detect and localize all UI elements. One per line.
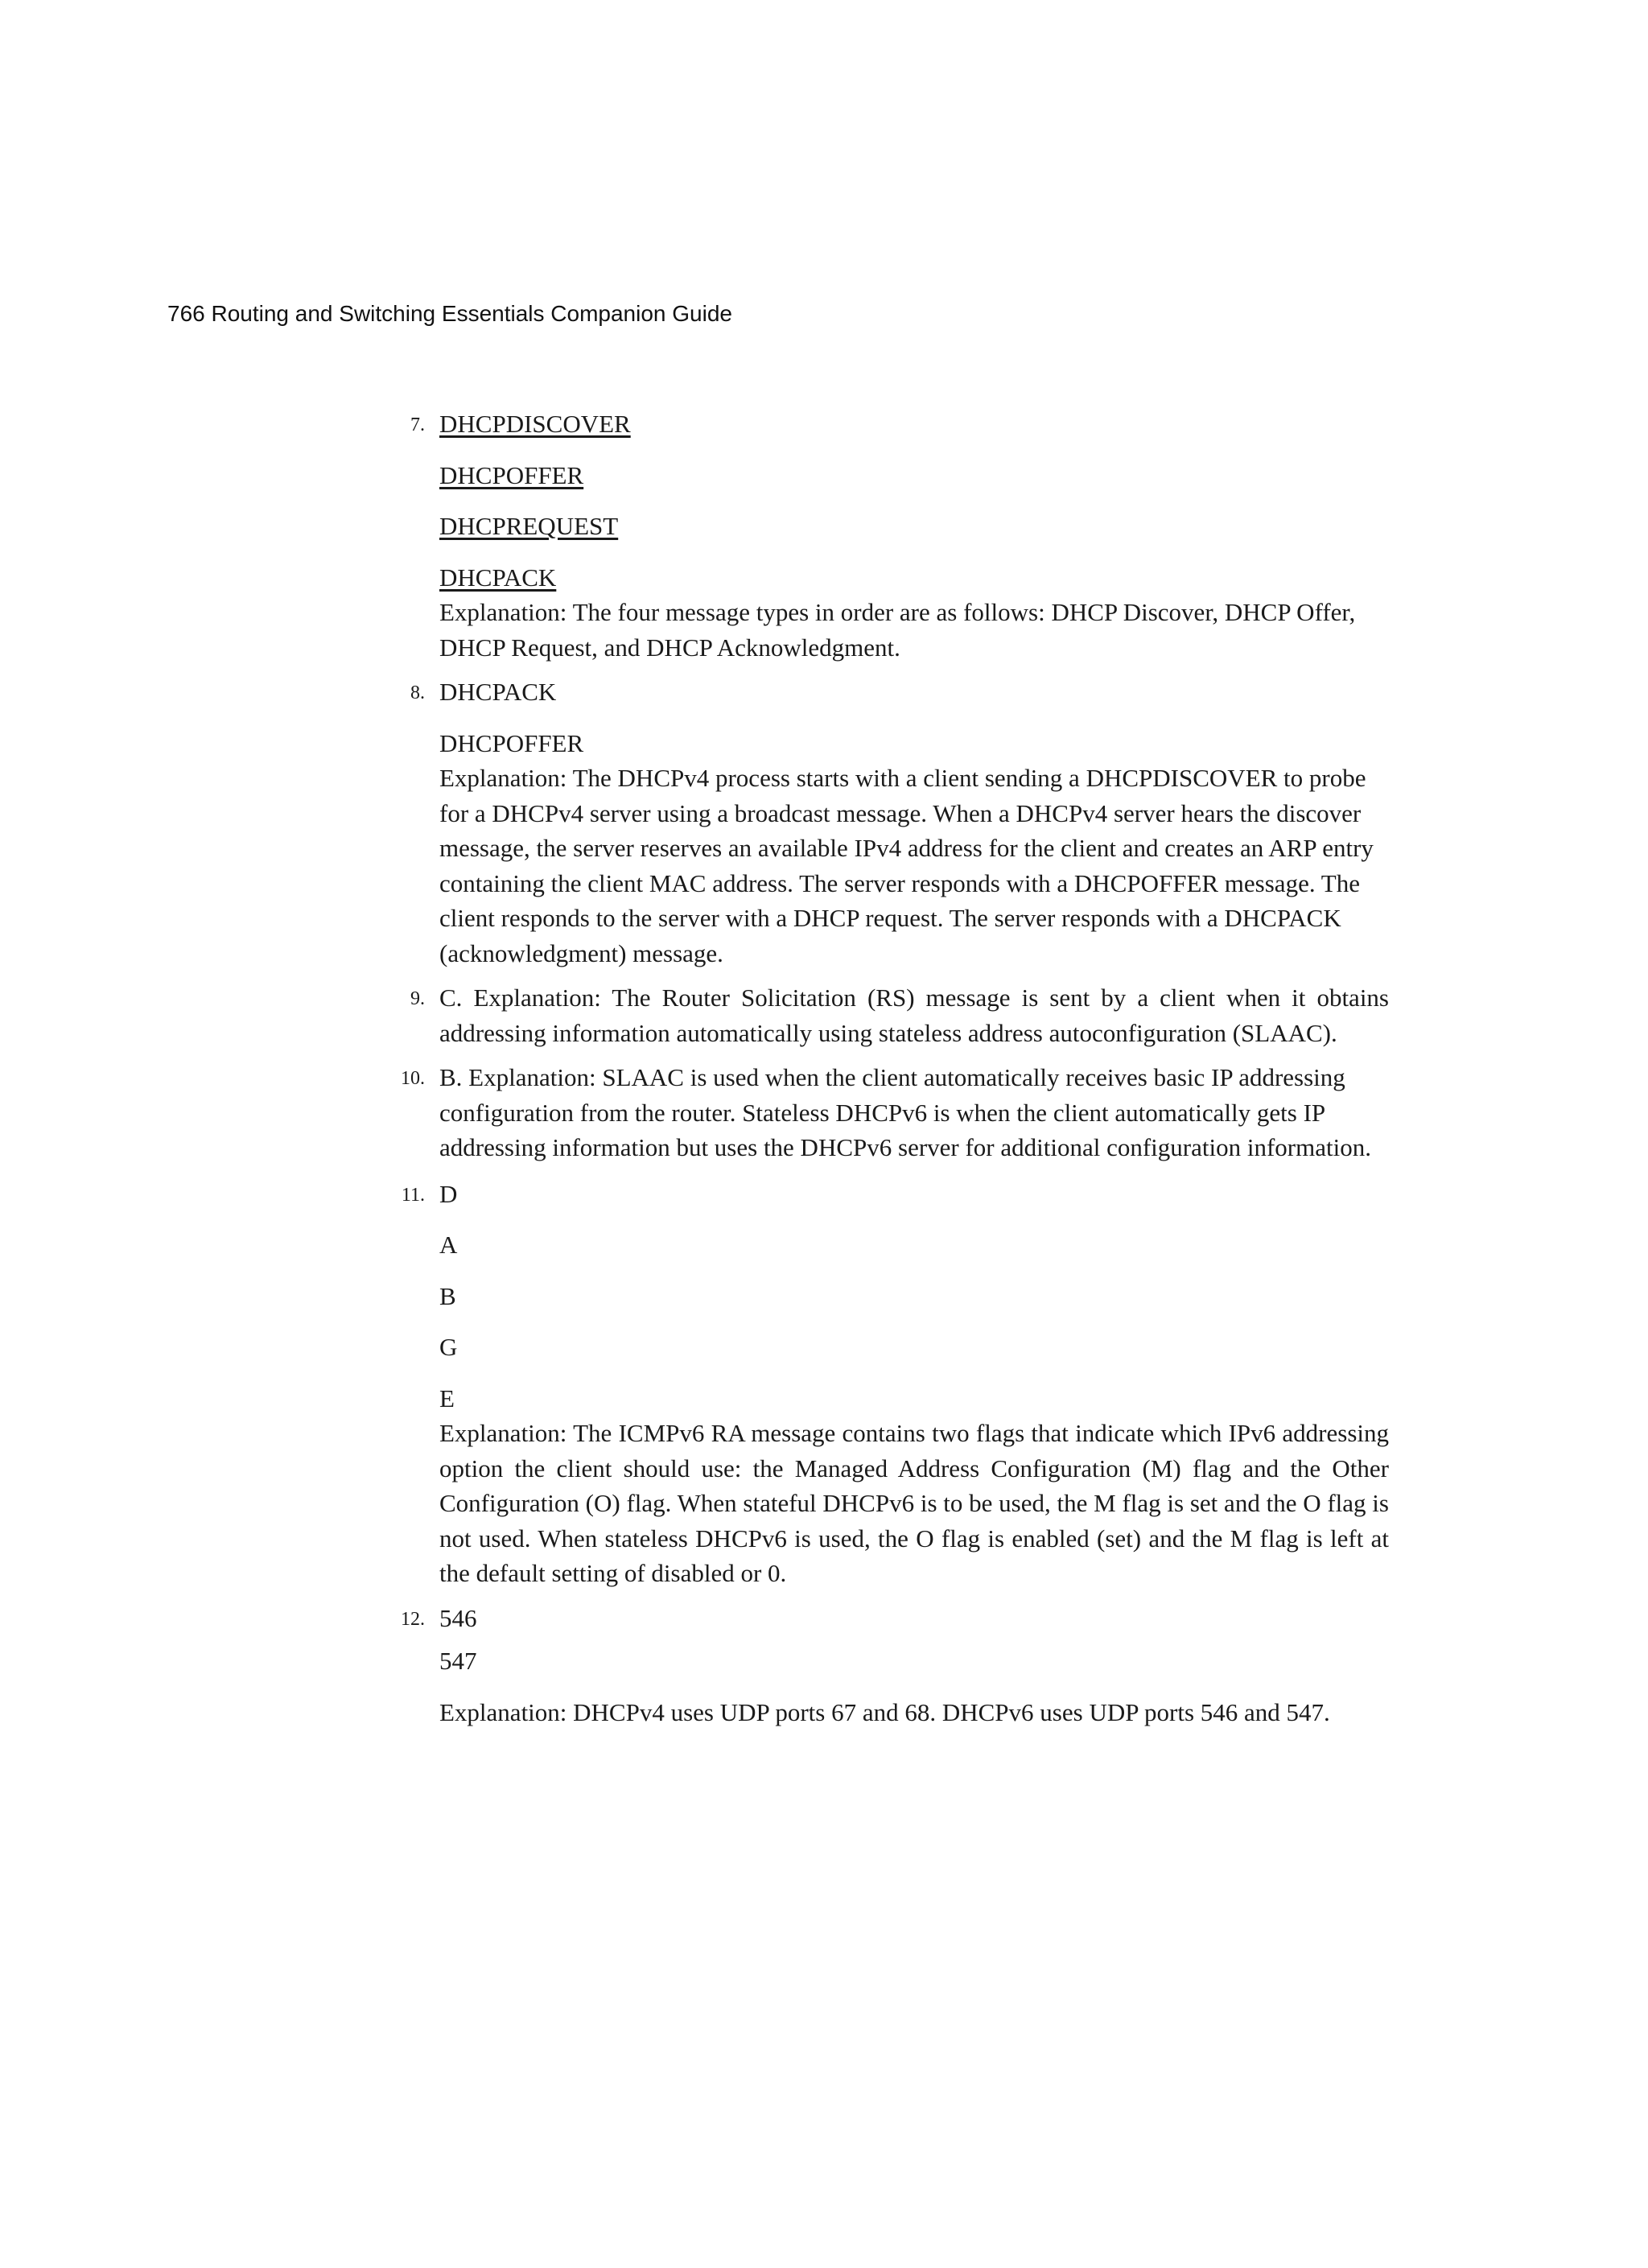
answer-response: 546 <box>439 1603 477 1632</box>
answer-response: DHCPOFFER <box>439 460 584 489</box>
running-header: 766 Routing and Switching Essentials Companion Guide <box>167 301 732 326</box>
answer-response: DHCPACK <box>439 678 557 706</box>
answer-response: B <box>439 1281 456 1310</box>
answer-item-8 <box>394 674 1389 971</box>
answer-number: 9. <box>410 988 425 1009</box>
answer-response: DHCPACK <box>439 563 557 592</box>
answer-response: DHCPDISCOVER <box>439 410 631 438</box>
answer-response: E <box>439 1383 455 1412</box>
answer-item-9 <box>394 980 1389 1050</box>
answer-response: G <box>439 1333 458 1361</box>
answer-response: A <box>439 1231 458 1259</box>
answer-number: 11. <box>401 1184 425 1206</box>
answer-explanation: Explanation: The DHCPv4 process starts with a client sending a DHCPDISCOVER to probe for a DHCPv4 server using a broadcast message. When a DHCPv4 server hears the discover message, the server reserves an available IPv4 address for the client and creates an ARP entry containing the client MAC address. The server responds with a DHCPOFFER message. The client responds to the server with a DHCP request. The server responds with a DHCPACK (acknowledgment) message. <box>439 764 1374 967</box>
answer-response: DHCPOFFER <box>439 728 584 757</box>
answer-response: 547 <box>439 1647 477 1675</box>
answer-response: D <box>439 1179 458 1208</box>
answer-item-11 <box>394 1177 1389 1591</box>
answer-text: C. Explanation: The Router Solicitation (RS) message is sent by a client when it obtains addressing information automatically using stateless address autoconfiguration (SLAAC). <box>439 983 1389 1047</box>
answer-number: 8. <box>410 682 425 703</box>
answer-item-10 <box>394 1060 1389 1165</box>
answer-explanation: Explanation: The ICMPv6 RA message contains two flags that indicate which IPv6 addressing option the client should use: the Managed Address Configuration (M) flag and the Other Configuration (O) flag. When stateful DHCPv6 is to be used, the M flag is set and the O flag is not used. When stateless DHCPv6 is used, the O flag is enabled (set) and the M flag is left at the default setting of disabled or 0. <box>439 1419 1389 1587</box>
answer-text: B. Explanation: SLAAC is used when the client automatically receives basic IP addressing configuration from the router. Stateless DHCPv6 is when the client automatically gets IP addressing information but uses the DHCPv6 server for additional configuration information. <box>439 1063 1371 1161</box>
answer-list <box>394 406 1389 1730</box>
answer-item-12 <box>394 1601 1389 1730</box>
answer-response: DHCPREQUEST <box>439 512 619 540</box>
answer-number: 12. <box>401 1608 425 1630</box>
answer-explanation: Explanation: DHCPv4 uses UDP ports 67 and 68. DHCPv6 uses UDP ports 546 and 547. <box>439 1697 1330 1726</box>
answer-explanation: Explanation: The four message types in order are as follows: DHCP Discover, DHCP Offer, DHCP Request, and DHCP Acknowledgment. <box>439 598 1356 662</box>
answer-number: 7. <box>410 414 425 435</box>
answer-item-7 <box>394 406 1389 665</box>
answer-number: 10. <box>401 1068 425 1089</box>
